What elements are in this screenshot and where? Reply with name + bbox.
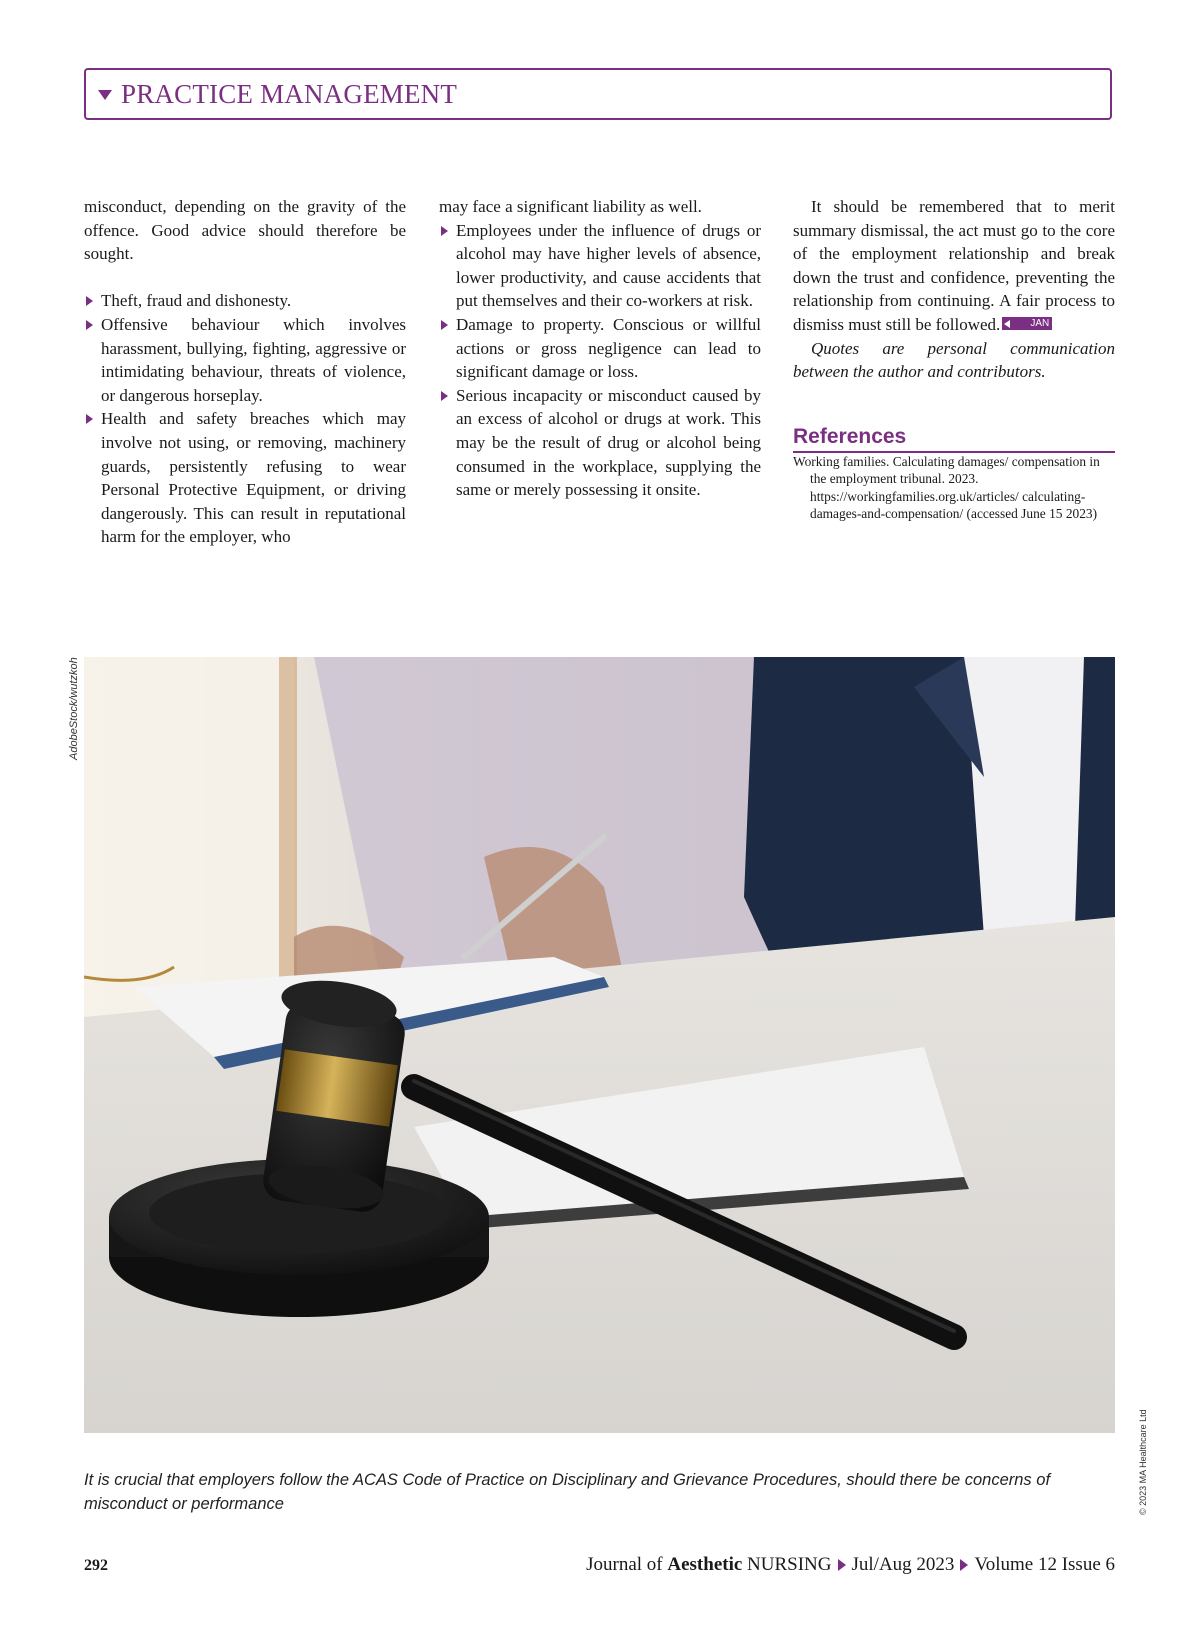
photo-caption: It is crucial that employers follow the ACAS Code of Practice on Disciplinary and Grievance Procedures, should there be concerns of misconduct or performance: [84, 1471, 1051, 1513]
section-header: [84, 68, 1112, 120]
journal-footer: [586, 1554, 1115, 1576]
list-item: Theft, fraud and dishonesty.: [84, 289, 406, 313]
journal-bold: Aesthetic: [667, 1554, 743, 1575]
triangle-right-icon: [838, 1559, 846, 1571]
references-heading: References: [793, 425, 1115, 453]
quotes-note: Quotes are personal communication between the author and contributors.: [793, 338, 1115, 382]
bullet-triangle-icon: [86, 414, 93, 424]
bullet-triangle-icon: [441, 226, 448, 236]
bullet-triangle-icon: [86, 320, 93, 330]
triangle-right-icon: [960, 1559, 968, 1571]
copyright-notice: © 2023 MA Healthcare Ltd: [1138, 1409, 1148, 1515]
section-title: PRACTICE MANAGEMENT: [121, 78, 458, 109]
paragraph: It should be remembered that to merit summary dismissal, the act must go to the core of the employment relationship and break down the trust and confidence, preventing the relationship from continuing. A fair process to dismiss must still be followed. JAN: [793, 197, 1115, 334]
journal-prefix: Journal of: [586, 1554, 663, 1575]
triangle-left-icon: [1004, 320, 1010, 328]
column-2: [439, 195, 761, 502]
gavel-photo-illustration: [84, 657, 1115, 1433]
bullet-list: [84, 289, 406, 549]
list-item: Employees under the influence of drugs or alcohol may have higher levels of absence, lower productivity, and cause accidents that put themselves and their co-workers at risk.: [439, 219, 761, 313]
list-item: Offensive behaviour which involves harassment, bullying, fighting, aggressive or intimidating behaviour, threats of violence, or dangerous horseplay.: [84, 313, 406, 407]
triangle-down-icon: [98, 90, 112, 100]
bullet-triangle-icon: [441, 320, 448, 330]
list-item: Serious incapacity or misconduct caused by an excess of alcohol or drugs at work. This may be the result of drug or alcohol being consumed in the workplace, supplying the same or merely possessing it onsite.: [439, 384, 761, 502]
bullet-triangle-icon: [86, 296, 93, 306]
paragraph: may face a significant liability as well.: [439, 197, 702, 216]
journal-suffix: NURSING: [747, 1554, 832, 1575]
list-item: Health and safety breaches which may involve not using, or removing, machinery guards, persistently refusing to wear Personal Protective Equipment, or driving dangerously. This can result in reputational harm for the employer, who: [84, 407, 406, 549]
list-item: Damage to property. Conscious or willful actions or gross negligence can lead to significant damage or loss.: [439, 313, 761, 384]
bullet-list: [439, 219, 761, 502]
issue-date: Jul/Aug 2023: [851, 1554, 955, 1575]
photo-credit: AdobeStock/wutzkoh: [68, 657, 80, 760]
bullet-triangle-icon: [441, 391, 448, 401]
column-1: [84, 195, 406, 549]
column-3: [793, 195, 1115, 384]
volume-issue: Volume 12 Issue 6: [974, 1554, 1115, 1575]
reference-item: Working families. Calculating damages/ compensation in the employment tribunal. 2023. https://workingfamilies.org.uk/articles/ calculating-damages-and-compensation/ (accessed June 15 2023): [793, 454, 1100, 522]
paragraph: misconduct, depending on the gravity of the offence. Good advice should therefore be sought.: [84, 197, 406, 264]
page-number: 292: [84, 1557, 108, 1574]
references-list: [793, 453, 1115, 523]
article-photo-gavel: [84, 657, 1115, 1433]
end-of-article-badge: JAN: [1002, 317, 1052, 330]
